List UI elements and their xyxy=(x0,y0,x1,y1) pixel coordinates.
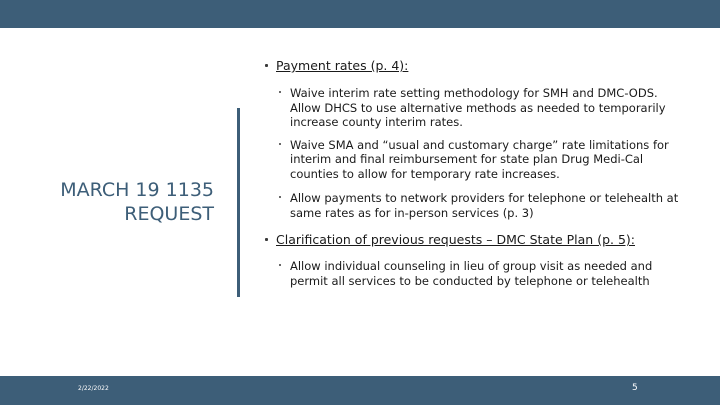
list-item-text: Allow payments to network providers for telephone or telehealth at same rates as for in-person services (p. 3) xyxy=(290,191,679,220)
list-item xyxy=(276,259,692,288)
section-heading-text: Clarification of previous requests – DMC State Plan (p. 5): xyxy=(276,232,635,247)
list-item xyxy=(276,138,692,182)
page-number: 5 xyxy=(632,383,638,393)
vertical-divider xyxy=(237,108,240,297)
bullet-icon xyxy=(265,64,268,67)
list-item xyxy=(276,86,692,130)
bullet-icon xyxy=(279,196,281,198)
section-heading-payment-rates xyxy=(262,58,692,74)
section-heading-clarification xyxy=(262,232,692,248)
bullet-icon xyxy=(265,238,268,241)
section-heading-text: Payment rates (p. 4): xyxy=(276,58,409,73)
bullet-icon xyxy=(279,264,281,266)
footer-date: 2/22/2022 xyxy=(78,385,109,392)
top-banner xyxy=(0,0,720,28)
list-item-text: Waive SMA and “usual and customary charge” rate limitations for interim and final reimbursement for state plan Drug Medi-Cal counties to allow for temporary rate increases. xyxy=(290,137,669,181)
slide-content xyxy=(262,58,692,288)
slide-title: MARCH 19 1135 REQUEST xyxy=(60,179,214,225)
list-item-text: Allow individual counseling in lieu of group visit as needed and permit all services to be conducted by telephone or telehealth xyxy=(290,259,653,288)
bullet-icon xyxy=(279,143,281,145)
list-item-text: Waive interim rate setting methodology for SMH and DMC-ODS. Allow DHCS to use alternative methods as needed to temporarily increase county interim rates. xyxy=(290,86,666,129)
bullet-icon xyxy=(279,91,281,93)
list-item xyxy=(276,191,692,220)
